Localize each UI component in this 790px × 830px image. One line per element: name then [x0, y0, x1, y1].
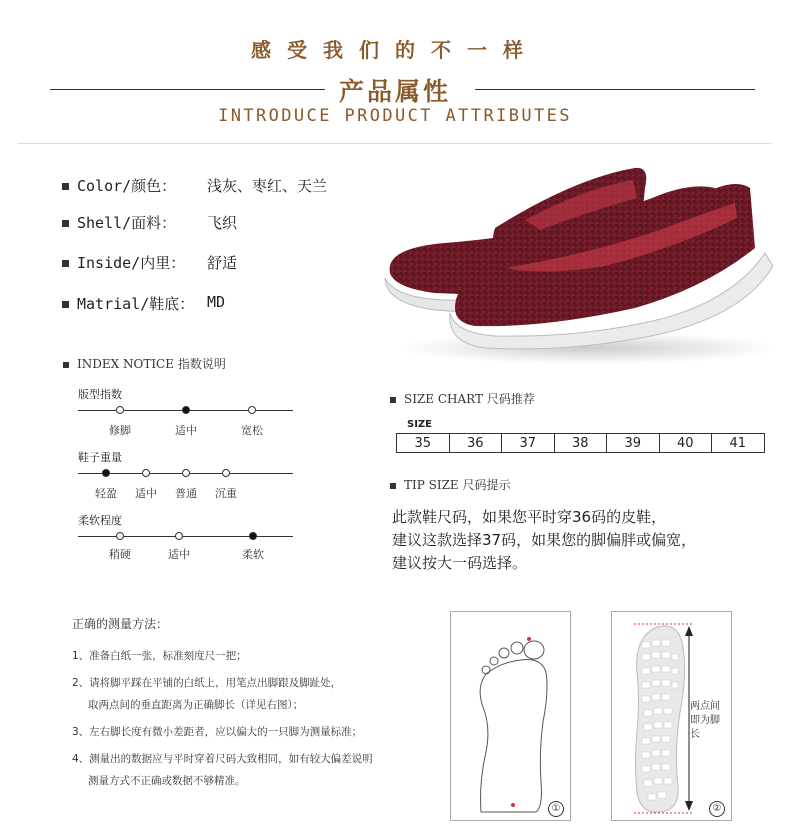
scale-dot [222, 469, 230, 477]
scale-tick-label: 普通 [175, 487, 197, 500]
figure-number: ① [548, 801, 564, 817]
attr-inside [62, 252, 392, 273]
tip-line: 建议按大一码选择。 [392, 554, 528, 572]
scale-tick-label: 修脚 [109, 424, 131, 437]
size-chart-heading [390, 390, 535, 407]
product-shoe-image [375, 158, 785, 368]
scale-dot [116, 532, 124, 540]
attr-value: 舒适 [207, 254, 238, 272]
attr-shell [62, 212, 392, 233]
attr-value: 飞织 [207, 214, 238, 232]
scale-tick-label: 柔软 [242, 548, 264, 561]
measure-title: 正确的测量方法： [72, 617, 169, 631]
tip-size-label: TIP SIZE 尺码提示 [404, 478, 511, 492]
scale-dot-selected [182, 406, 190, 414]
scale-dot [175, 532, 183, 540]
scale-tick-label: 适中 [175, 424, 197, 437]
size-cell: 38 [554, 434, 607, 453]
measure-step: 1、准备白纸一张，标准刻度尺一把； [72, 650, 247, 662]
scale-title-weight: 鞋子重量 [78, 451, 122, 464]
scale-dot [182, 469, 190, 477]
scale-dot [142, 469, 150, 477]
scale-dot-selected [102, 469, 110, 477]
attr-value: 浅灰、枣红、天兰 [207, 177, 328, 195]
attr-sole [62, 293, 392, 314]
size-cell: 41 [712, 434, 765, 453]
scale-line [78, 536, 293, 537]
bullet-icon [62, 183, 69, 190]
scale-tick-label: 稍硬 [109, 548, 131, 561]
attr-label: Color/颜色： [77, 177, 177, 195]
scale-tick-label: 轻盈 [95, 487, 117, 500]
scale-title-fit: 版型指数 [78, 388, 122, 401]
measure-step: 4、测量出的数据应与平时穿着尺码大致相同，如有较大偏差说明 [72, 753, 373, 765]
size-cell: 40 [659, 434, 712, 453]
attr-label: Inside/内里： [77, 254, 186, 272]
foot-outline-icon [451, 612, 572, 822]
scale-tick-label: 沉重 [215, 487, 237, 500]
scale-dot [116, 406, 124, 414]
scale-tick-label: 宽松 [241, 424, 263, 437]
attr-color [62, 175, 392, 196]
bullet-icon [62, 220, 69, 227]
measure-step: 3、左右脚长度有微小差距者，应以偏大的一只脚为测量标准； [72, 726, 363, 738]
bullet-icon [390, 397, 396, 403]
tip-size-heading [390, 476, 511, 493]
attr-label: Matrial/鞋底： [77, 295, 195, 313]
size-table [396, 433, 765, 453]
measure-step: 测量方式不正确或数据不够精准。 [88, 775, 246, 787]
attr-label: Shell/面料： [77, 214, 177, 232]
scale-title-softness: 柔软程度 [78, 514, 122, 527]
size-cell: 35 [397, 434, 450, 453]
attr-value: MD [207, 293, 226, 311]
size-label: SIZE [407, 419, 433, 430]
scale-tick-label: 适中 [135, 487, 157, 500]
size-cell: 37 [502, 434, 555, 453]
size-cell: 39 [607, 434, 660, 453]
tip-line: 建议这款选择37码，如果您的脚偏胖或偏宽， [392, 531, 697, 549]
measure-note: 两点间即为脚长 [690, 700, 728, 742]
bullet-icon [390, 483, 396, 489]
scale-dot-selected [249, 532, 257, 540]
header-tagline: 感受我们的不一样 [251, 38, 539, 62]
scale-dot [248, 406, 256, 414]
header-subtitle: INTRODUCE PRODUCT ATTRIBUTES [218, 106, 572, 126]
measure-step: 2、请将脚平踩在平铺的白纸上，用笔点出脚跟及脚趾处， [72, 677, 342, 689]
measure-step: 取两点间的垂直距离为正确脚长（详见右图）； [88, 699, 304, 711]
size-cell: 36 [449, 434, 502, 453]
index-notice-label: INDEX NOTICE 指数说明 [77, 357, 226, 371]
foot-figure [450, 611, 571, 821]
bullet-icon [62, 301, 69, 308]
scale-tick-label: 适中 [168, 548, 190, 561]
bullet-icon [62, 260, 69, 267]
sole-figure [611, 611, 732, 821]
header-divider [18, 143, 772, 144]
table-row [397, 434, 765, 453]
index-notice-heading [63, 355, 226, 372]
figure-number: ② [709, 801, 725, 817]
header-title: 产品属性 [338, 77, 451, 106]
size-chart-label: SIZE CHART 尺码推荐 [404, 392, 535, 406]
bullet-icon [63, 362, 69, 368]
tip-line: 此款鞋尺码，如果您平时穿36码的皮鞋， [392, 508, 667, 526]
